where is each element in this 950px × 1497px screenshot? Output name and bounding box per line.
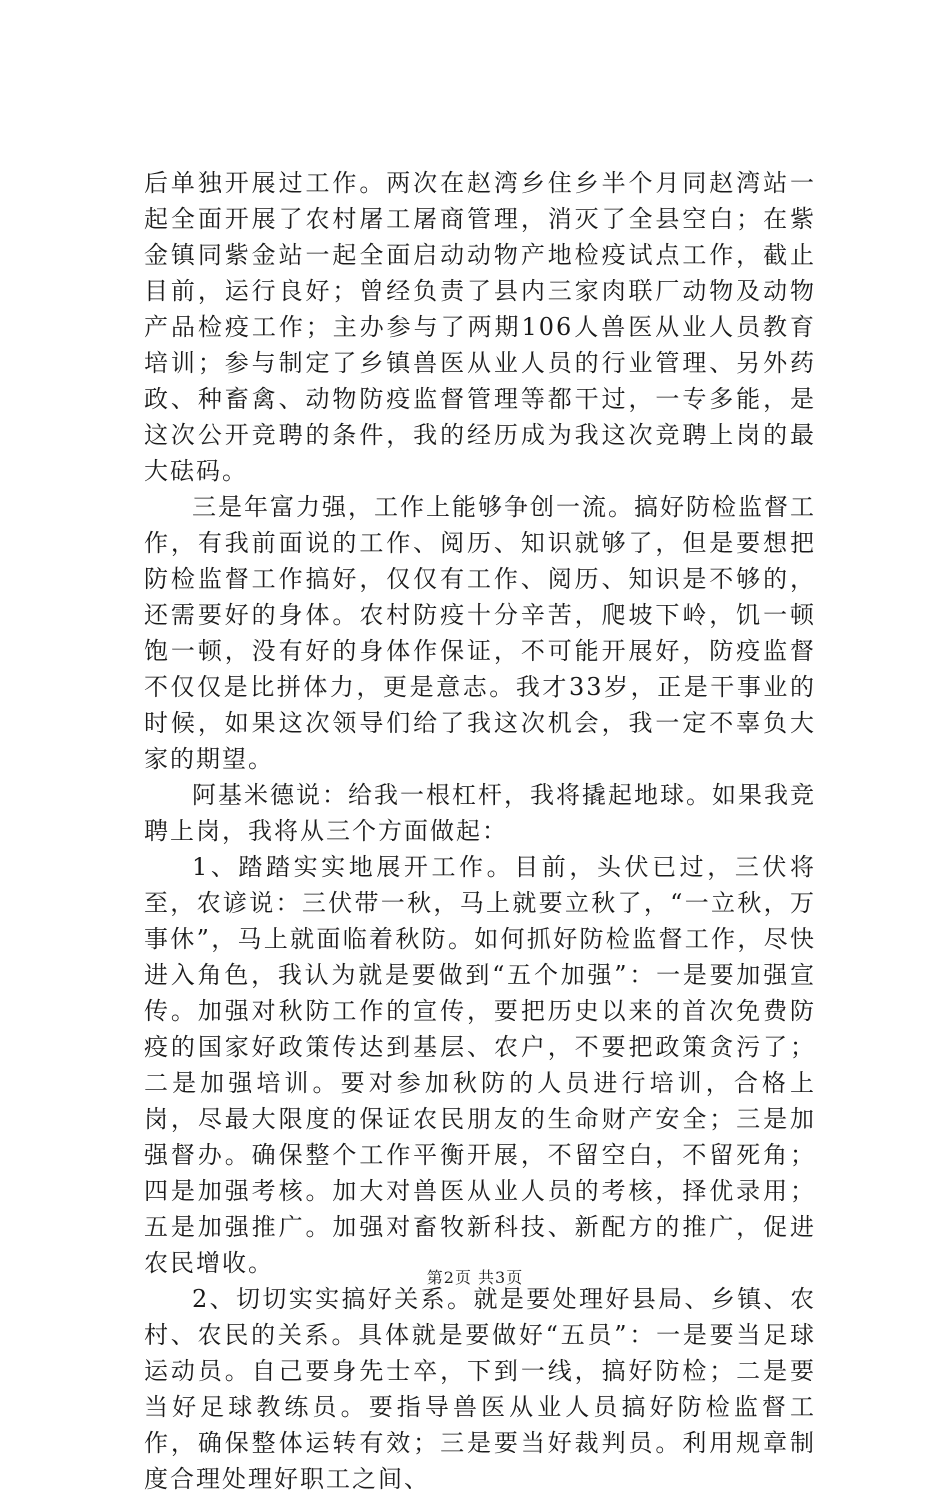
page-footer: 第2页 共3页 xyxy=(426,1268,524,1287)
document-body xyxy=(144,165,816,1497)
paragraph-point-three: 三是年富力强，工作上能够争创一流。搞好防检监督工作，有我前面说的工作、阅历、知识就够了，但是要想把防检监督工作搞好，仅仅有工作、阅历、知识是不够的，还需要好的身体。农村防疫十分辛苦，爬坡下岭，饥一顿饱一顿，没有好的身体作保证，不可能开展好，防疫监督不仅仅是比拼体力，更是意志。我才33岁，正是干事业的时候，如果这次领导们给了我这次机会，我一定不辜负大家的期望。 xyxy=(144,493,816,773)
paragraph-item-two: 2、切切实实搞好关系。就是要处理好县局、乡镇、农村、农民的关系。具体就是要做好“五员”：一是要当足球运动员。自己要身先士卒，下到一线，搞好防检；二是要当好足球教练员。要指导兽医从业人员搞好防检监督工作，确保整体运转有效；三是要当好裁判员。利用规章制度合理处理好职工之间、 xyxy=(144,1285,816,1493)
paragraph-archimedes: 阿基米德说：给我一根杠杆，我将撬起地球。如果我竞聘上岗，我将从三个方面做起： xyxy=(144,781,816,845)
paragraph-item-one: 1、踏踏实实地展开工作。目前，头伏已过，三伏将至，农谚说：三伏带一秋，马上就要立秋了，“一立秋，万事休”，马上就面临着秋防。如何抓好防检监督工作，尽快进入角色，我认为就是要做到“五个加强”：一是要加强宣传。加强对秋防工作的宣传，要把历史以来的首次免费防疫的国家好政策传达到基层、农户，不要把政策贪污了；二是加强培训。要对参加秋防的人员进行培训，合格上岗，尽最大限度的保证农民朋友的生命财产安全；三是加强督办。确保整个工作平衡开展，不留空白，不留死角；四是加强考核。加大对兽医从业人员的考核，择优录用；五是加强推广。加强对畜牧新科技、新配方的推广，促进农民增收。 xyxy=(144,853,816,1277)
paragraph-continuation: 后单独开展过工作。两次在赵湾乡住乡半个月同赵湾站一起全面开展了农村屠工屠商管理，消灭了全县空白；在紫金镇同紫金站一起全面启动动物产地检疫试点工作，截止目前，运行良好；曾经负责了县内三家肉联厂动物及动物产品检疫工作；主办参与了两期106人兽医从业人员教育培训；参与制定了乡镇兽医从业人员的行业管理、另外药政、种畜禽、动物防疫监督管理等都干过，一专多能，是这次公开竞聘的条件，我的经历成为我这次竞聘上岗的最大砝码。 xyxy=(144,169,816,485)
